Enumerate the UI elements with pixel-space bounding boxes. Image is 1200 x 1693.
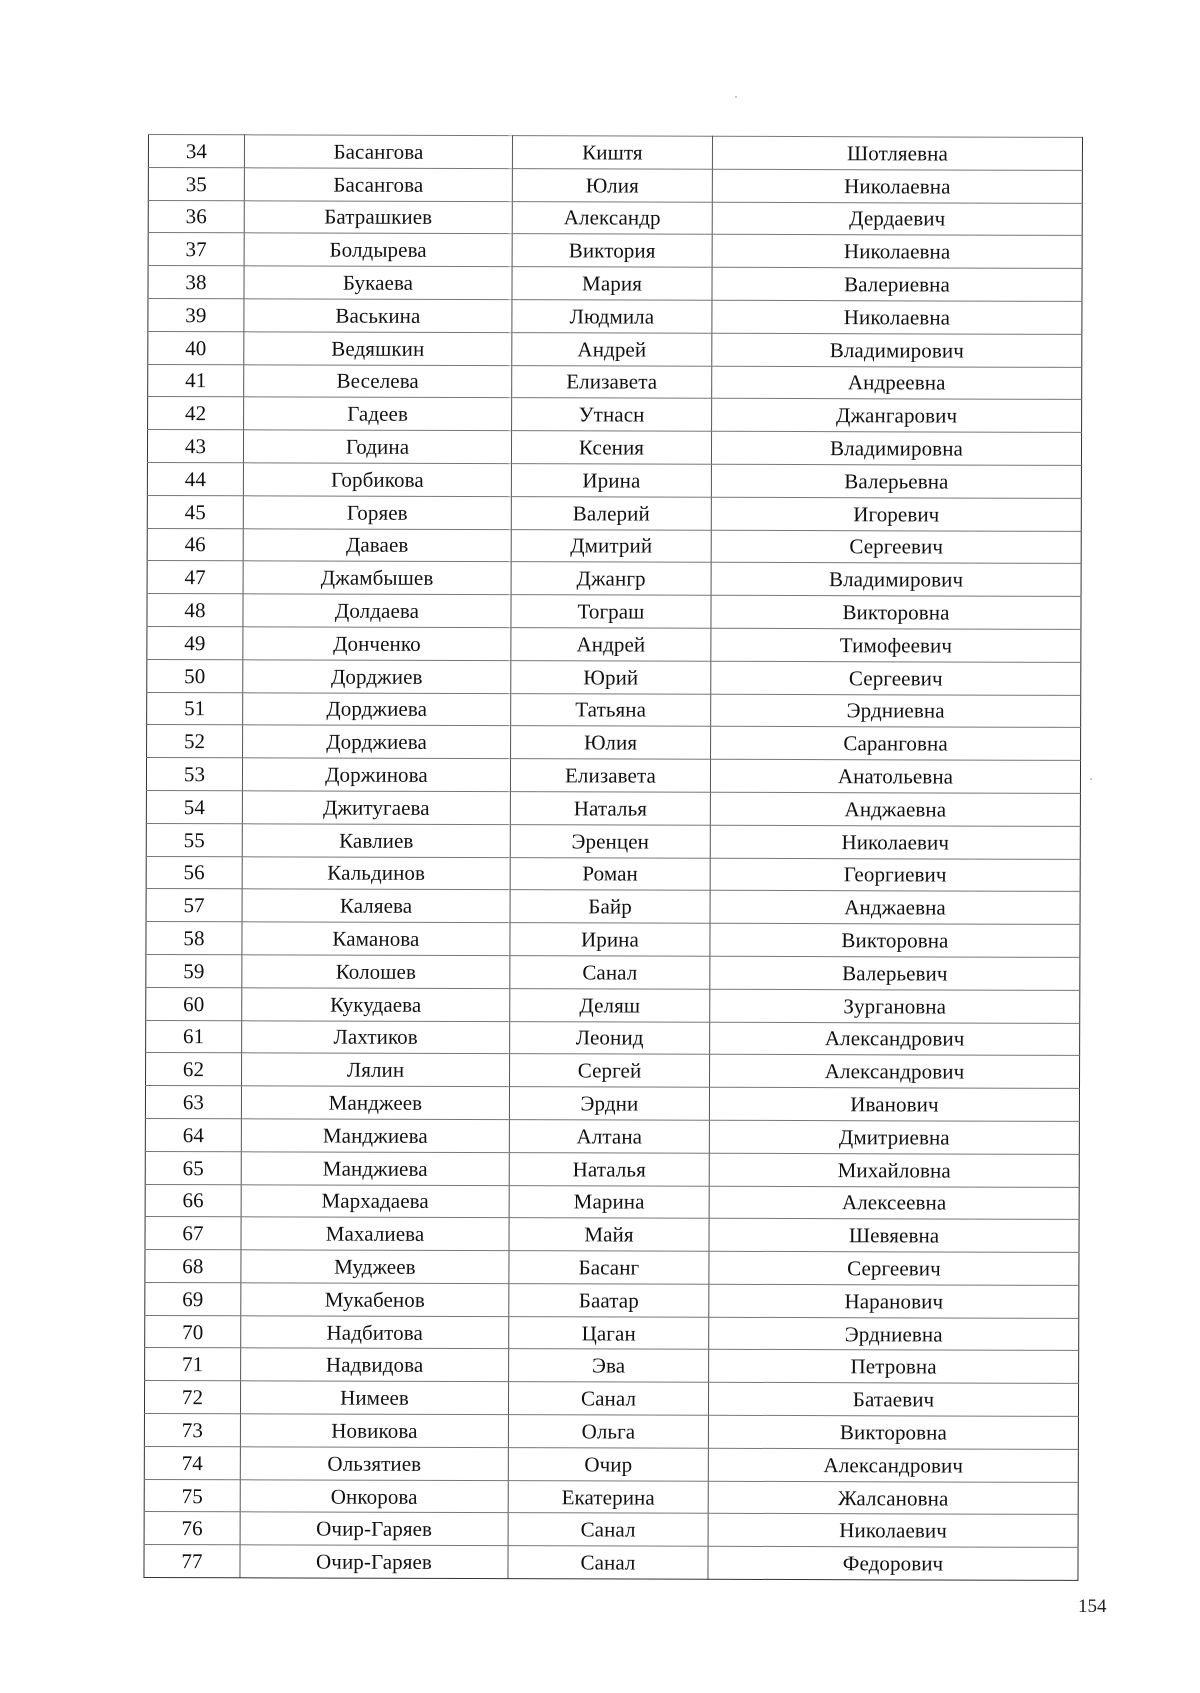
table-row (148, 200, 1082, 236)
first-name-cell: Баатар (509, 1284, 709, 1317)
patronymic-cell: Наранович (709, 1284, 1079, 1318)
page-number: 154 (1078, 1596, 1107, 1617)
table-row (148, 135, 1082, 171)
row-number-cell: 58 (146, 922, 242, 955)
surname-cell: Очир-Гаряев (240, 1545, 508, 1579)
surname-cell: Кавлиев (242, 824, 510, 858)
surname-cell: Батрашкиев (244, 200, 512, 234)
table-row (147, 528, 1081, 564)
row-number-cell: 69 (145, 1282, 241, 1315)
row-number-cell: 56 (146, 856, 242, 889)
row-number-cell: 55 (146, 823, 242, 856)
surname-cell: Даваев (243, 528, 511, 562)
first-name-cell: Сергей (510, 1054, 710, 1087)
surname-cell: Манджеев (241, 1086, 509, 1120)
surname-cell: Мукабенов (241, 1283, 509, 1317)
patronymic-cell: Тимофеевич (711, 628, 1081, 662)
table-row (146, 922, 1080, 958)
patronymic-cell: Валерьевич (710, 956, 1080, 990)
first-name-cell: Екатерина (508, 1480, 708, 1513)
patronymic-cell: Валерьевна (711, 464, 1081, 498)
surname-cell: Горбикова (243, 463, 511, 497)
first-name-cell: Киштя (512, 136, 712, 169)
row-number-cell: 60 (146, 987, 242, 1020)
surname-cell: Ведяшкин (244, 332, 512, 366)
table-row (147, 725, 1081, 761)
surname-cell: Басангова (244, 135, 512, 169)
first-name-cell: Мария (512, 267, 712, 300)
first-name-cell: Алтана (509, 1120, 709, 1153)
surname-cell: Муджеев (241, 1250, 509, 1284)
patronymic-cell: Викторовна (711, 595, 1081, 629)
table-row (148, 167, 1082, 203)
row-number-cell: 50 (147, 659, 243, 692)
row-number-cell: 35 (148, 167, 244, 200)
surname-cell: Лялин (242, 1053, 510, 1087)
first-name-cell: Очир (508, 1448, 708, 1481)
first-name-cell: Юрий (511, 660, 711, 693)
first-name-cell: Санал (510, 956, 710, 989)
surname-cell: Онкорова (240, 1479, 508, 1513)
first-name-cell: Дмитрий (511, 529, 711, 562)
surname-cell: Ользятиев (240, 1447, 508, 1481)
row-number-cell: 62 (146, 1053, 242, 1086)
patronymic-cell: Джангарович (712, 399, 1082, 433)
first-name-cell: Ольга (508, 1415, 708, 1448)
row-number-cell: 73 (144, 1414, 240, 1447)
surname-cell: Новикова (240, 1414, 508, 1448)
row-number-cell: 43 (147, 430, 243, 463)
row-number-cell: 53 (146, 758, 242, 791)
patronymic-cell: Николаевна (712, 169, 1082, 203)
patronymic-cell: Михайловна (709, 1153, 1079, 1187)
table-row (147, 561, 1081, 597)
first-name-cell: Санал (508, 1382, 708, 1415)
row-number-cell: 45 (147, 495, 243, 528)
first-name-cell: Елизавета (510, 759, 710, 792)
patronymic-cell: Викторовна (708, 1415, 1078, 1449)
table-row (146, 856, 1080, 892)
first-name-cell: Утнасн (512, 398, 712, 431)
surname-cell: Манджиева (241, 1119, 509, 1153)
row-number-cell: 37 (148, 233, 244, 266)
row-number-cell: 72 (144, 1381, 240, 1414)
surname-cell: Доржинова (242, 758, 510, 792)
patronymic-cell: Шотляевна (712, 136, 1082, 170)
surname-cell: Каманова (242, 922, 510, 956)
table-row (144, 1512, 1078, 1548)
patronymic-cell: Зургановна (710, 989, 1080, 1023)
roster-table-body (144, 135, 1083, 1581)
first-name-cell: Эрдни (509, 1087, 709, 1120)
table-row (147, 594, 1081, 630)
scan-speck (1090, 778, 1092, 780)
surname-cell: Година (243, 430, 511, 464)
table-row (145, 1217, 1079, 1253)
row-number-cell: 49 (147, 626, 243, 659)
table-row (146, 823, 1080, 859)
first-name-cell: Марина (509, 1185, 709, 1218)
table-row (146, 954, 1080, 990)
surname-cell: Дорджиева (243, 692, 511, 726)
first-name-cell: Андрей (512, 332, 712, 365)
patronymic-cell: Анджаевна (710, 891, 1080, 925)
first-name-cell: Ирина (511, 464, 711, 497)
patronymic-cell: Федорович (708, 1547, 1078, 1581)
surname-cell: Басангова (244, 168, 512, 202)
row-number-cell: 40 (148, 331, 244, 364)
first-name-cell: Юлия (512, 168, 712, 201)
surname-cell: Нимеев (240, 1381, 508, 1415)
first-name-cell: Александр (512, 201, 712, 234)
table-row (145, 1315, 1079, 1351)
patronymic-cell: Батаевич (708, 1383, 1078, 1417)
surname-cell: Кальдинов (242, 856, 510, 890)
patronymic-cell: Владимирович (711, 563, 1081, 597)
patronymic-cell: Сергеевич (711, 530, 1081, 564)
first-name-cell: Эва (509, 1349, 709, 1382)
surname-cell: Кукудаева (242, 988, 510, 1022)
surname-cell: Мархадаева (241, 1184, 509, 1218)
table-row (146, 1053, 1080, 1089)
surname-cell: Васькина (244, 299, 512, 333)
table-row (148, 233, 1082, 269)
surname-cell: Гадеев (244, 397, 512, 431)
table-row (144, 1414, 1078, 1450)
patronymic-cell: Георгиевич (710, 858, 1080, 892)
surname-cell: Болдырева (244, 233, 512, 267)
table-row (144, 1381, 1078, 1417)
patronymic-cell: Алексеевна (709, 1186, 1079, 1220)
table-row (148, 331, 1082, 367)
first-name-cell: Татьяна (511, 693, 711, 726)
table-row (146, 758, 1080, 794)
surname-cell: Манджиева (241, 1152, 509, 1186)
table-row (147, 692, 1081, 728)
table-row (145, 1118, 1079, 1154)
surname-cell: Долдаева (243, 594, 511, 628)
row-number-cell: 38 (148, 266, 244, 299)
row-number-cell: 57 (146, 889, 242, 922)
first-name-cell: Наталья (509, 1152, 709, 1185)
first-name-cell: Джангр (511, 562, 711, 595)
surname-cell: Букаева (244, 266, 512, 300)
first-name-cell: Людмила (512, 300, 712, 333)
surname-cell: Колошев (242, 955, 510, 989)
row-number-cell: 77 (144, 1545, 240, 1578)
row-number-cell: 71 (145, 1348, 241, 1381)
patronymic-cell: Дмитриевна (709, 1120, 1079, 1154)
patronymic-cell: Валериевна (712, 267, 1082, 301)
patronymic-cell: Александрович (710, 1022, 1080, 1056)
patronymic-cell: Игоревич (711, 497, 1081, 531)
row-number-cell: 44 (147, 462, 243, 495)
table-row (144, 1446, 1078, 1482)
surname-cell: Надвидова (241, 1348, 509, 1382)
first-name-cell: Санал (508, 1546, 708, 1579)
table-row (148, 298, 1082, 334)
row-number-cell: 54 (146, 790, 242, 823)
patronymic-cell: Жалсановна (708, 1481, 1078, 1515)
table-row (148, 364, 1082, 400)
first-name-cell: Елизавета (512, 365, 712, 398)
table-row (144, 1479, 1078, 1515)
patronymic-cell: Дердаевич (712, 202, 1082, 236)
patronymic-cell: Андреевна (712, 366, 1082, 400)
row-number-cell: 67 (145, 1217, 241, 1250)
row-number-cell: 76 (144, 1512, 240, 1545)
patronymic-cell: Анджаевна (710, 792, 1080, 826)
first-name-cell: Виктория (512, 234, 712, 267)
first-name-cell: Валерий (511, 496, 711, 529)
surname-cell: Горяев (243, 496, 511, 530)
patronymic-cell: Владимирович (712, 333, 1082, 367)
patronymic-cell: Сергеевич (711, 661, 1081, 695)
patronymic-cell: Николаевич (710, 825, 1080, 859)
patronymic-cell: Шевяевна (709, 1219, 1079, 1253)
patronymic-cell: Анатольевна (710, 759, 1080, 793)
first-name-cell: Роман (510, 857, 710, 890)
first-name-cell: Басанг (509, 1251, 709, 1284)
table-row (145, 1348, 1079, 1384)
row-number-cell: 51 (147, 692, 243, 725)
table-row (145, 1151, 1079, 1187)
patronymic-cell: Николаевич (708, 1514, 1078, 1548)
surname-cell: Надбитова (241, 1315, 509, 1349)
table-row (145, 1184, 1079, 1220)
table-row (147, 430, 1081, 466)
table-row (144, 1545, 1078, 1581)
first-name-cell: Леонид (510, 1021, 710, 1054)
row-number-cell: 63 (145, 1086, 241, 1119)
first-name-cell: Санал (508, 1513, 708, 1546)
row-number-cell: 75 (144, 1479, 240, 1512)
first-name-cell: Деляш (510, 988, 710, 1021)
table-row (147, 626, 1081, 662)
first-name-cell: Юлия (511, 726, 711, 759)
patronymic-cell: Николаевна (712, 235, 1082, 269)
table-row (148, 397, 1082, 433)
table-row (147, 462, 1081, 498)
surname-cell: Лахтиков (242, 1020, 510, 1054)
row-number-cell: 68 (145, 1250, 241, 1283)
patronymic-cell: Иванович (709, 1087, 1079, 1121)
row-number-cell: 66 (145, 1184, 241, 1217)
row-number-cell: 47 (147, 561, 243, 594)
first-name-cell: Байр (510, 890, 710, 923)
surname-cell: Очир-Гаряев (240, 1512, 508, 1546)
patronymic-cell: Саранговна (711, 727, 1081, 761)
row-number-cell: 61 (146, 1020, 242, 1053)
table-row (147, 495, 1081, 531)
patronymic-cell: Николаевна (712, 300, 1082, 334)
surname-cell: Каляева (242, 889, 510, 923)
patronymic-cell: Александрович (708, 1448, 1078, 1482)
table-row (148, 266, 1082, 302)
first-name-cell: Ирина (510, 923, 710, 956)
first-name-cell: Цаган (509, 1316, 709, 1349)
row-number-cell: 34 (148, 135, 244, 168)
table-row (146, 790, 1080, 826)
patronymic-cell: Владимировна (711, 431, 1081, 465)
scan-speck (735, 96, 737, 98)
surname-cell: Джитугаева (242, 791, 510, 825)
table-row (146, 987, 1080, 1023)
first-name-cell: Тограш (511, 595, 711, 628)
row-number-cell: 64 (145, 1118, 241, 1151)
patronymic-cell: Эрдниевна (711, 694, 1081, 728)
row-number-cell: 48 (147, 594, 243, 627)
table-row (145, 1282, 1079, 1318)
row-number-cell: 42 (148, 397, 244, 430)
first-name-cell: Майя (509, 1218, 709, 1251)
first-name-cell: Наталья (510, 792, 710, 825)
row-number-cell: 52 (147, 725, 243, 758)
row-number-cell: 70 (145, 1315, 241, 1348)
row-number-cell: 36 (148, 200, 244, 233)
surname-cell: Джамбышев (243, 561, 511, 595)
roster-table (143, 134, 1083, 1581)
patronymic-cell: Эрдниевна (709, 1317, 1079, 1351)
first-name-cell: Эренцен (510, 824, 710, 857)
table-row (147, 659, 1081, 695)
surname-cell: Веселева (244, 364, 512, 398)
row-number-cell: 39 (148, 298, 244, 331)
patronymic-cell: Александрович (710, 1055, 1080, 1089)
patronymic-cell: Викторовна (710, 923, 1080, 957)
table-row (146, 889, 1080, 925)
row-number-cell: 65 (145, 1151, 241, 1184)
surname-cell: Махалиева (241, 1217, 509, 1251)
row-number-cell: 41 (148, 364, 244, 397)
surname-cell: Донченко (243, 627, 511, 661)
first-name-cell: Андрей (511, 628, 711, 661)
surname-cell: Дорджиев (243, 660, 511, 694)
patronymic-cell: Сергеевич (709, 1251, 1079, 1285)
table-row (145, 1086, 1079, 1122)
first-name-cell: Ксения (511, 431, 711, 464)
surname-cell: Дорджиева (243, 725, 511, 759)
table-row (145, 1250, 1079, 1286)
row-number-cell: 74 (144, 1446, 240, 1479)
table-row (146, 1020, 1080, 1056)
row-number-cell: 59 (146, 954, 242, 987)
row-number-cell: 46 (147, 528, 243, 561)
patronymic-cell: Петровна (709, 1350, 1079, 1384)
